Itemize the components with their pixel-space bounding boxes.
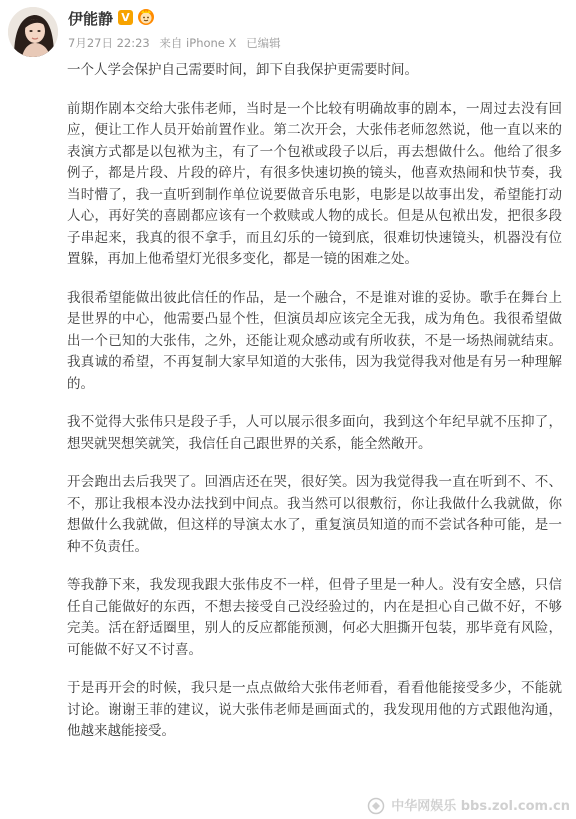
post-meta — [68, 35, 287, 51]
post-paragraph: 一个人学会保护自己需要时间，卸下自我保护更需要时间。 — [67, 62, 418, 78]
post-date[interactable]: 7月27日 22:23 — [68, 36, 150, 50]
post-body — [67, 60, 562, 760]
post-paragraph: 我不觉得大张伟只是段子手，人可以展示很多面向，我到这个年纪早就不压抑了，想哭就哭想笑就笑，我信任自己跟世界的关系，能全然敞开。 — [67, 414, 562, 452]
watermark — [367, 795, 570, 816]
post-paragraph: 前期作剧本交给大张伟老师，当时是一个比较有明确故事的剧本，一周过去没有回应，便让工作人员开始前置作业。第二次开会，大张伟老师忽然说，他一直以来的表演方式都是以包袱为主，有了一个包袱或段子以后，再去想做什么。他给了很多例子，都是片段、片段的碎片，有很多快速切换的镜头，他喜欢热闹和快节奏，我当时懵了，我一直听到制作单位说要做音乐电影，电影是以故事出发，希望能打动人心，再好笑的喜剧都应该有一个救赎或人物的成长。但是从包袱出发，把很多段子串起来，我真的很不拿手，而且幻乐的一镜到底，很难切快速镜头，机器没有位置躲，再加上他希望灯光很多变化，都是一镜的困难之处。 — [67, 100, 562, 267]
post-paragraph: 开会跑出去后我哭了。回酒店还在哭，很好笑。因为我觉得我一直在听到不、不、不，那让我根本没办法找到中间点。我当然可以很敷衍，你让我做什么我就做，你想做什么我就做，但这样的导演太水了，重复演员知道的而不尝试各种可能，是一种不负责任。 — [67, 474, 562, 555]
watermark-logo-icon — [367, 797, 385, 815]
verified-badge-icon: V — [118, 10, 133, 25]
post-paragraph: 等我静下来，我发现我跟大张伟皮不一样，但骨子里是一种人。没有安全感，只信任自己能做好的东西，不想去接受自己没经验过的，内在是担心自己做不好，不够完美。活在舒适圈里，别人的反应都能预测，何必大胆撕开包装，那毕竟有风险，可能做不好又不讨喜。 — [67, 577, 562, 658]
avatar[interactable] — [8, 7, 58, 57]
post-paragraph: 我很希望能做出彼此信任的作品，是一个融合，不是谁对谁的妥协。歌手在舞台上是世界的中心，他需要凸显个性，但演员却应该完全无我，成为角色。我很希望做出一个已知的大张伟，之外，还能让观众感动或有所收获，不是一场热闹就结束。我真诚的希望，不再复制大家早知道的大张伟，因为我觉得我对他是有另一种理解的。 — [67, 289, 562, 392]
watermark-text: 中华网娱乐 bbs.zol.com.cn — [391, 798, 570, 814]
post-edited-status[interactable]: 已编辑 — [246, 36, 281, 50]
member-face-icon[interactable] — [137, 8, 155, 26]
post-source: 来自 iPhone X — [159, 36, 237, 50]
post-header — [0, 0, 576, 60]
post-paragraph: 于是再开会的时候，我只是一点点做给大张伟老师看，看看他能接受多少，不能就讨论。谢谢王菲的建议，说大张伟老师是画面式的，我发现用他的方式跟他沟通，他越来越能接受。 — [67, 680, 562, 739]
author-name[interactable]: 伊能静 — [68, 10, 114, 28]
